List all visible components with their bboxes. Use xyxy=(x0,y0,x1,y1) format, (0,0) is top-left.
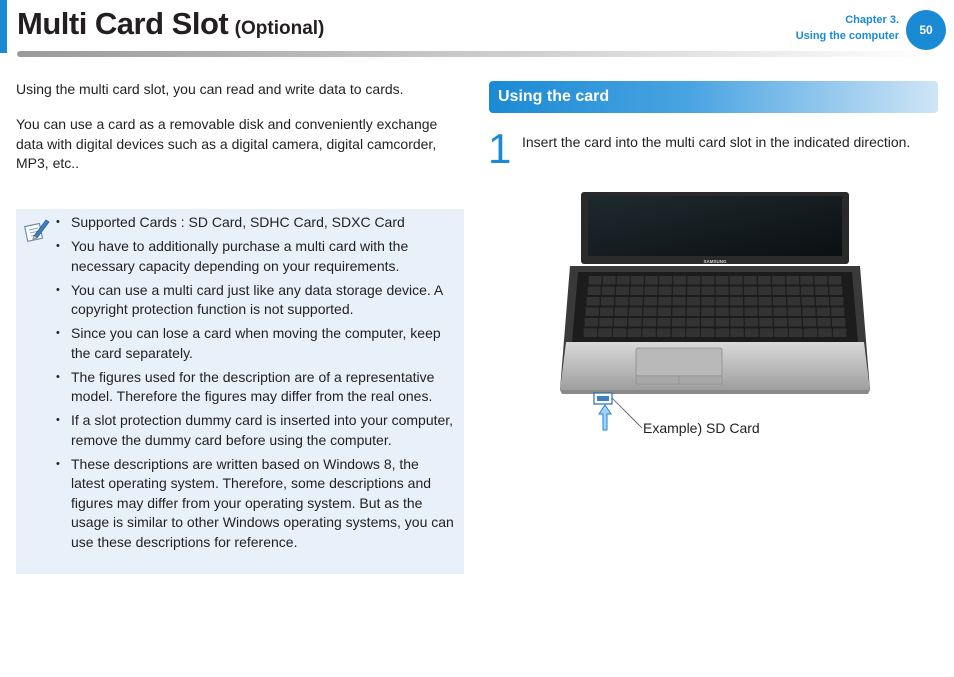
keyboard-key xyxy=(628,318,641,327)
keyboard-key xyxy=(788,318,801,327)
keyboard-key xyxy=(672,329,686,338)
keyboard-key xyxy=(758,287,771,296)
keyboard-key xyxy=(759,318,772,327)
keyboard-key xyxy=(829,287,842,296)
keyboard-key xyxy=(588,287,601,296)
keyboard-key xyxy=(818,329,832,338)
note-item: • The figures used for the description are of a representative model. Therefore the figures may differ from the real ones. xyxy=(56,368,456,407)
keyboard-key xyxy=(628,329,642,338)
keyboard-key xyxy=(814,276,827,285)
keyboard-key xyxy=(787,287,800,296)
keyboard-key xyxy=(745,318,758,327)
keyboard-key xyxy=(701,287,714,296)
keyboard-key xyxy=(744,276,757,285)
keyboard-key xyxy=(629,308,642,317)
note-item: • These descriptions are written based on Windows 8, the latest operating system. Therefore, some descriptions and figures may differ from your operating system. But as the usage is similar to other Windows operating systems, you can use these descriptions for reference. xyxy=(56,455,456,553)
pencil-note-icon xyxy=(22,216,50,244)
keyboard-key xyxy=(672,318,685,327)
note-box xyxy=(16,209,464,574)
keyboard-key xyxy=(687,318,700,327)
keyboard-key xyxy=(643,308,656,317)
intro-paragraph-2: You can use a card as a removable disk and conveniently exchange data with digital devices such as a digital camera, digital camcorder, MP3, etc.. xyxy=(16,116,438,171)
section-heading: Using the card xyxy=(489,81,938,113)
note-item: • Since you can lose a card when moving the computer, keep the card separately. xyxy=(56,324,456,363)
keyboard-key xyxy=(687,276,700,285)
keyboard-key xyxy=(645,287,658,296)
keyboard-key xyxy=(786,276,799,285)
accent-bar xyxy=(0,0,7,53)
keyboard-key xyxy=(701,329,715,338)
keyboard-key xyxy=(643,318,656,327)
keyboard-key xyxy=(657,318,670,327)
keyboard-key xyxy=(687,287,700,296)
keyboard-key xyxy=(658,297,671,306)
step-number: 1 xyxy=(488,125,512,172)
keyboard-key xyxy=(613,329,627,338)
keyboard-key xyxy=(599,318,612,327)
keyboard-key xyxy=(788,308,801,317)
keyboard-key xyxy=(759,308,772,317)
keyboard-key xyxy=(615,297,628,306)
note-item: • You have to additionally purchase a multi card with the necessary capacity depending on your requirements. xyxy=(56,237,456,276)
chapter-label xyxy=(796,12,899,44)
keyboard-key xyxy=(716,329,730,338)
keyboard-key xyxy=(584,329,598,338)
keyboard-key xyxy=(730,318,743,327)
note-item: • If a slot protection dummy card is inserted into your computer, remove the dummy card before using the computer. xyxy=(56,411,456,450)
keyboard-key xyxy=(659,287,672,296)
keyboard-key xyxy=(716,276,729,285)
chapter-number: Chapter 3. xyxy=(845,14,899,26)
keyboard-key xyxy=(589,276,602,285)
keyboard-key xyxy=(829,276,842,285)
note-item: • You can use a multi card just like any data storage device. A copyright protection function is not supported. xyxy=(56,281,456,320)
keyboard-key xyxy=(774,329,788,338)
intro-paragraph-1: Using the multi card slot, you can read and write data to cards. xyxy=(16,81,404,97)
keyboard-key xyxy=(816,297,829,306)
keyboard-key xyxy=(803,318,816,327)
keyboard-key xyxy=(832,318,845,327)
keyboard-key xyxy=(686,329,700,338)
keyboard-key xyxy=(744,297,757,306)
keyboard-key xyxy=(630,297,643,306)
chapter-title: Using the computer xyxy=(795,30,899,42)
note-item: • Supported Cards : SD Card, SDHC Card, SDXC Card xyxy=(56,213,456,233)
keyboard-key xyxy=(701,297,714,306)
keyboard-key xyxy=(586,308,599,317)
keyboard-key xyxy=(673,297,686,306)
keyboard-key xyxy=(802,308,815,317)
keyboard-key xyxy=(672,308,685,317)
keyboard-key xyxy=(730,276,743,285)
keyboard-key xyxy=(730,308,743,317)
note-list xyxy=(56,213,456,557)
keyboard-key xyxy=(716,297,729,306)
callout-line xyxy=(612,398,642,428)
keyboard-key xyxy=(645,276,658,285)
keyboard-key xyxy=(598,329,612,338)
keyboard-key xyxy=(773,308,786,317)
keyboard-key xyxy=(659,276,672,285)
page-number-badge: 50 xyxy=(906,10,946,50)
keyboard-key xyxy=(758,276,771,285)
keyboard-key xyxy=(601,297,614,306)
keyboard-key xyxy=(614,318,627,327)
keyboard-key xyxy=(603,276,616,285)
keyboard-key xyxy=(833,329,847,338)
keyboard-key xyxy=(673,276,686,285)
keyboard-key xyxy=(658,308,671,317)
keyboard-key xyxy=(802,297,815,306)
keyboard-key xyxy=(657,329,671,338)
step-text: Insert the card into the multi card slot in the indicated direction. xyxy=(522,134,911,150)
keyboard-key xyxy=(773,287,786,296)
keyboard-key xyxy=(772,276,785,285)
keyboard-key xyxy=(587,297,600,306)
keyboard-key xyxy=(773,297,786,306)
keyboard-key xyxy=(745,308,758,317)
page-title xyxy=(17,6,324,42)
keyboard-key xyxy=(687,297,700,306)
keyboard-key xyxy=(616,287,629,296)
keyboard-key xyxy=(602,287,615,296)
keyboard-key xyxy=(744,287,757,296)
keyboard-key xyxy=(673,287,686,296)
keyboard-key xyxy=(759,297,772,306)
keyboard-key xyxy=(801,287,814,296)
keyboard-key xyxy=(701,318,714,327)
laptop-caption: Example) SD Card xyxy=(643,420,760,436)
keyboard-key xyxy=(701,308,714,317)
keyboard-key xyxy=(745,329,759,338)
keyboard-key xyxy=(787,297,800,306)
keyboard-key xyxy=(817,308,830,317)
laptop-illustration xyxy=(556,190,874,435)
keyboard-key xyxy=(815,287,828,296)
keyboard-key xyxy=(687,308,700,317)
keyboard-key xyxy=(800,276,813,285)
keyboard-key xyxy=(789,329,803,338)
keyboard-key xyxy=(804,329,818,338)
keyboard-key xyxy=(760,329,774,338)
keyboard-key xyxy=(617,276,630,285)
page-title-main: Multi Card Slot xyxy=(17,6,229,41)
keyboard-key xyxy=(600,308,613,317)
keyboard-key xyxy=(585,318,598,327)
laptop-brand: SAMSUNG xyxy=(703,259,727,264)
keyboard-key xyxy=(716,308,729,317)
header-divider xyxy=(17,51,935,57)
insert-arrow-icon xyxy=(599,405,611,430)
keyboard-key xyxy=(716,318,729,327)
keyboard-key xyxy=(730,329,744,338)
keyboard-key xyxy=(831,308,844,317)
page-title-optional: (Optional) xyxy=(234,18,325,39)
keyboard-key xyxy=(702,276,715,285)
keyboard-key xyxy=(631,276,644,285)
keyboard-key xyxy=(830,297,843,306)
keyboard-key xyxy=(716,287,729,296)
keyboard-key xyxy=(615,308,628,317)
keyboard-key xyxy=(818,318,831,327)
keyboard-key xyxy=(630,287,643,296)
keyboard-key xyxy=(730,297,743,306)
keyboard-key xyxy=(642,329,656,338)
keyboard-key xyxy=(774,318,787,327)
keyboard-key xyxy=(644,297,657,306)
keyboard-key xyxy=(730,287,743,296)
